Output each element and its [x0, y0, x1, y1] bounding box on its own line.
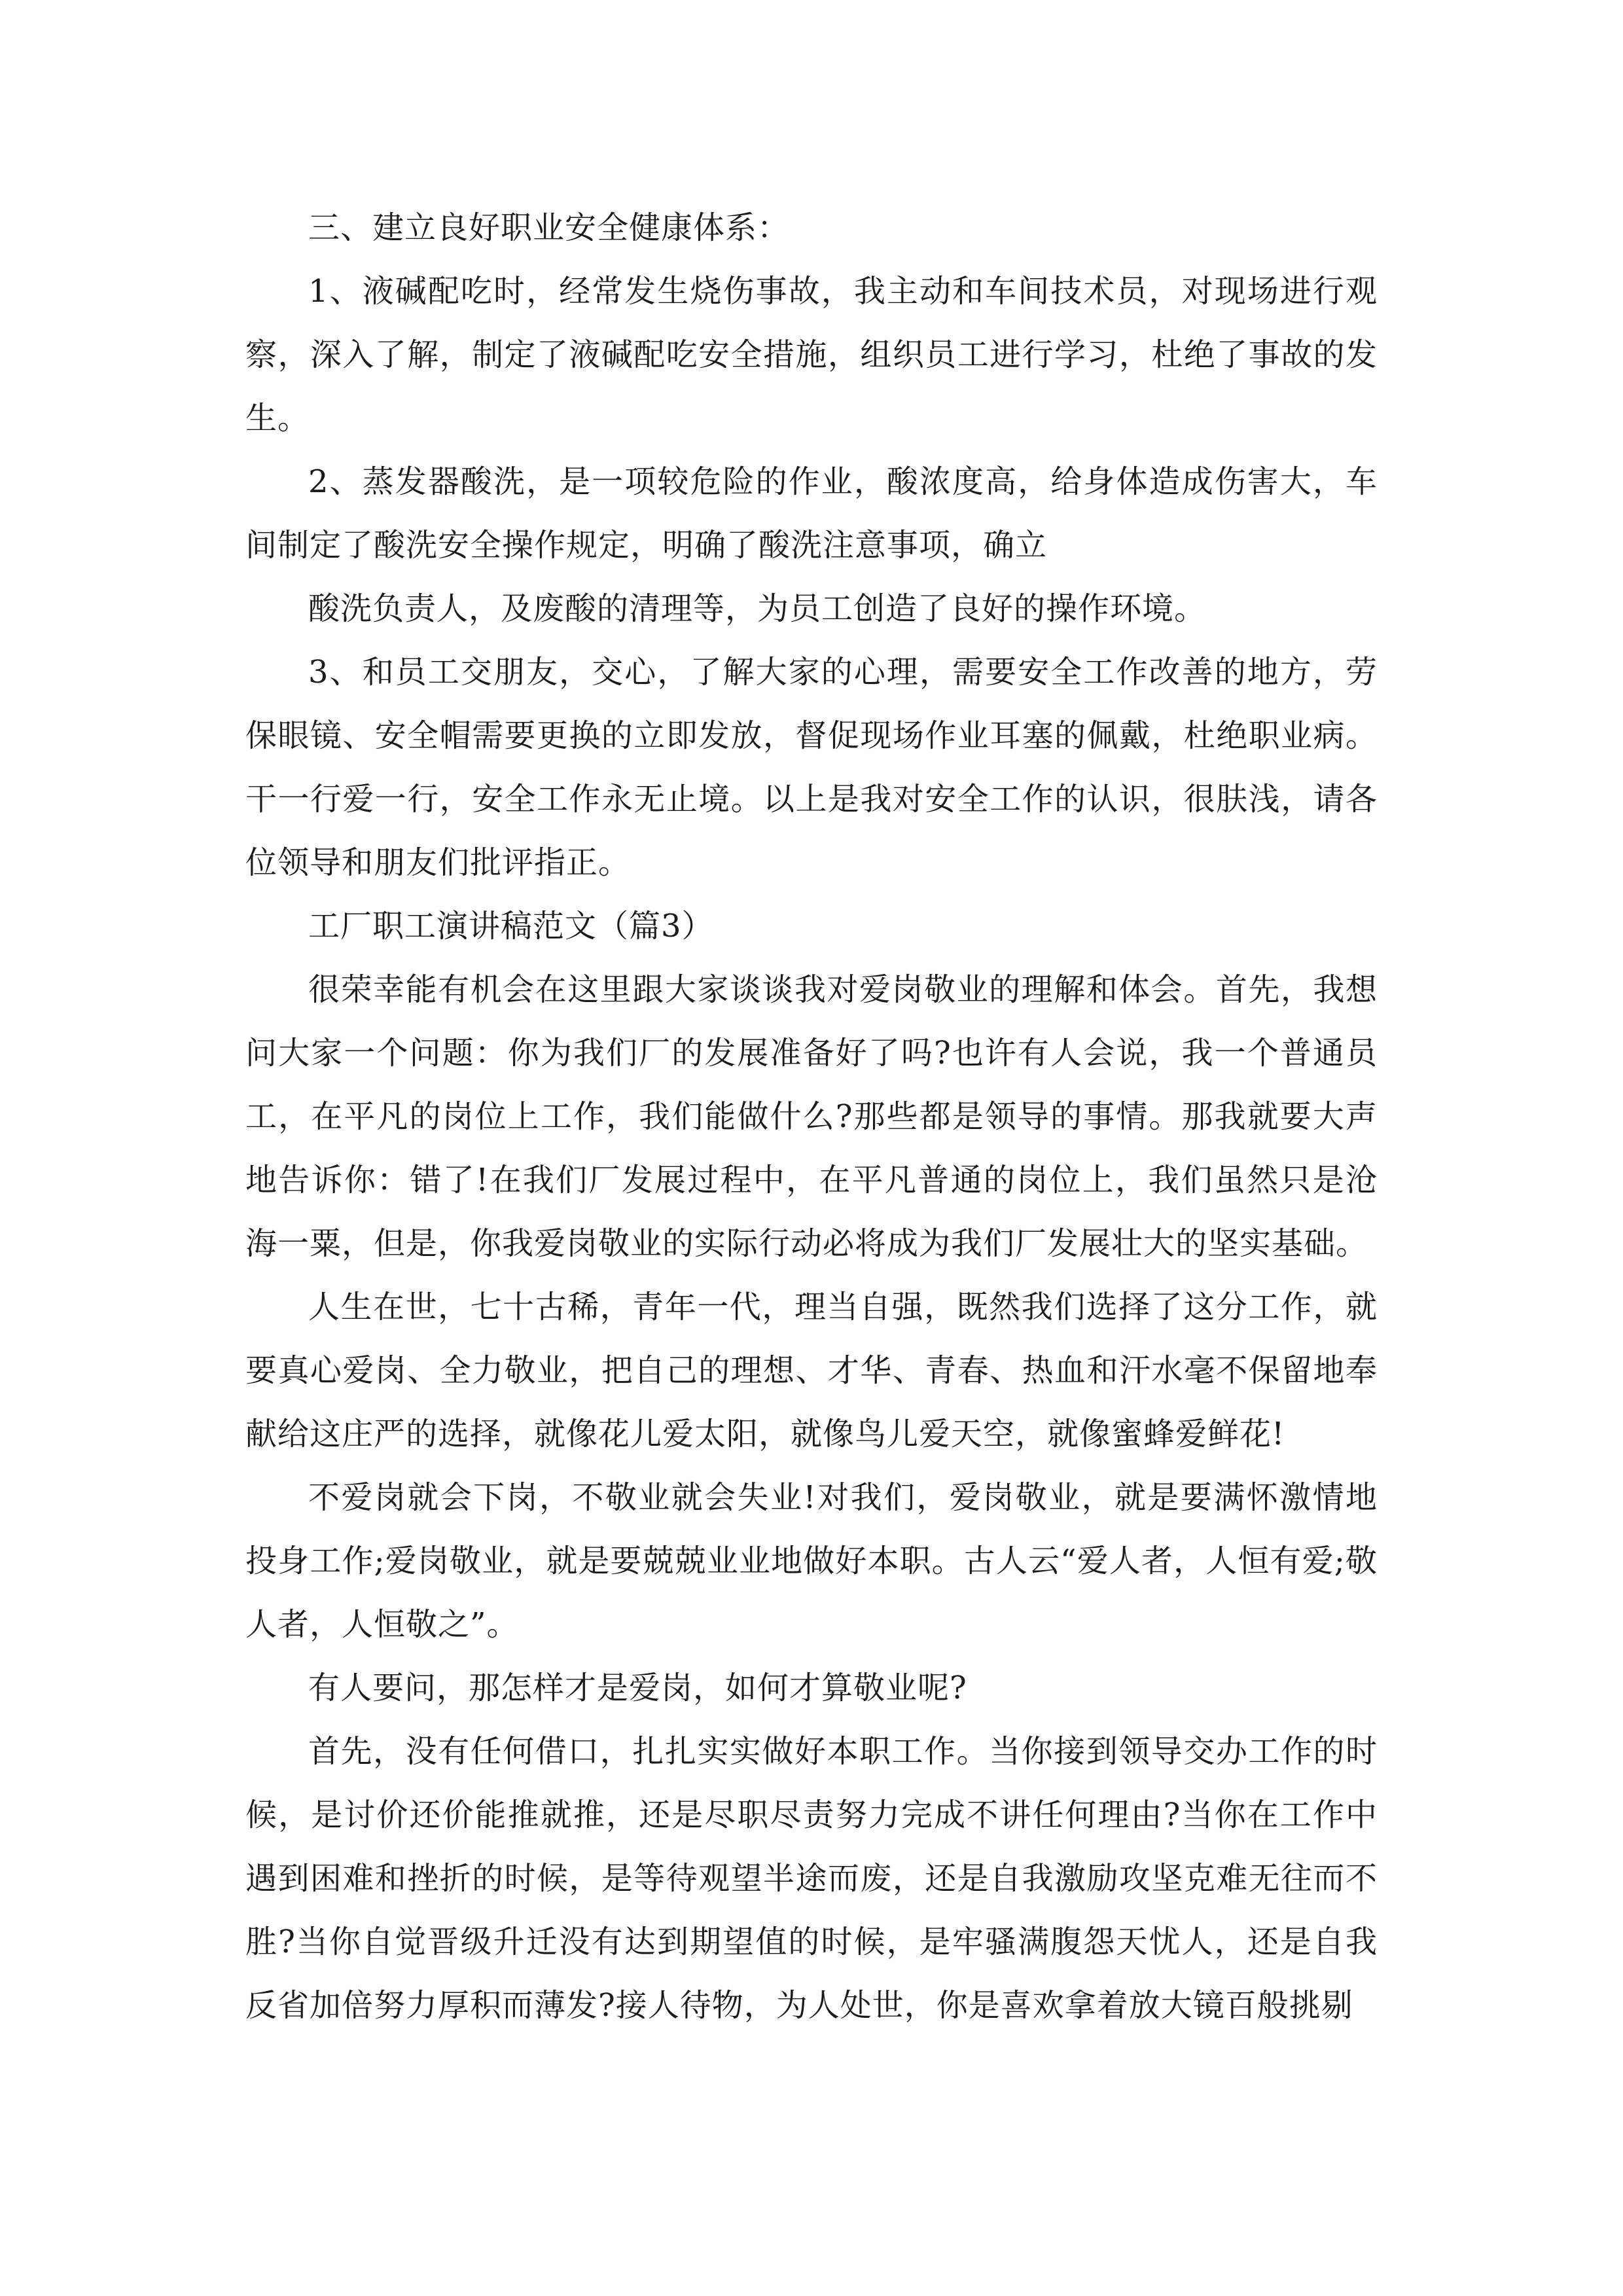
paragraph-item-2: 2、蒸发器酸洗，是一项较危险的作业，酸浓度高，给身体造成伤害大，车间制定了酸洗安全操作规定，明确了酸洗注意事项，确立: [245, 463, 1378, 564]
paragraph-item-2-continued: 酸洗负责人，及废酸的清理等，为员工创造了良好的操作环境。: [308, 590, 1207, 627]
section-heading-occupational-safety: 三、建立良好职业安全健康体系：: [308, 209, 790, 246]
paragraph-opening: 很荣幸能有机会在这里跟大家谈谈我对爱岗敬业的理解和体会。首先，我想问大家一个问题：你为我们厂的发展准备好了吗?也许有人会说，我一个普通员工，在平凡的岗位上工作，我们能做什么?那些都是领导的事情。那我就要大声地告诉你：错了!在我们厂发展过程中，在平凡普通的岗位上，我们虽然只是沧海一粟，但是，你我爱岗敬业的实际行动必将成为我们厂发展壮大的坚实基础。: [245, 971, 1378, 1262]
document-body: [245, 196, 1378, 2037]
paragraph-question: 有人要问，那怎样才是爱岗，如何才算敬业呢?: [308, 1670, 967, 1706]
paragraph-first-point: 首先，没有任何借口，扎扎实实做好本职工作。当你接到领导交办工作的时候，是讨价还价能推就推，还是尽职尽责努力完成不讲任何理由?当你在工作中遇到困难和挫折的时候，是等待观望半途而废，还是自我激励攻坚克难无往而不胜?当你自觉晋级升迁没有达到期望值的时候，是牢骚满腹怨天忧人，还是自我反省加倍努力厚积而薄发?接人待物，为人处世，你是喜欢拿着放大镜百般挑剔: [245, 1733, 1378, 2024]
article-title-part-3: 工厂职工演讲稿范文（篇3）: [308, 908, 714, 944]
paragraph-item-3: 3、和员工交朋友，交心，了解大家的心理，需要安全工作改善的地方，劳保眼镜、安全帽需要更换的立即发放，督促现场作业耳塞的佩戴，杜绝职业病。干一行爱一行，安全工作永无止境。以上是我对安全工作的认识，很肤浅，请各位领导和朋友们批评指正。: [245, 654, 1378, 881]
paragraph-item-1: 1、液碱配吃时，经常发生烧伤事故，我主动和车间技术员，对现场进行观察，深入了解，制定了液碱配吃安全措施，组织员工进行学习，杜绝了事故的发生。: [245, 273, 1378, 437]
paragraph-life: 人生在世，七十古稀，青年一代，理当自强，既然我们选择了这分工作，就要真心爱岗、全力敬业，把自己的理想、才华、青春、热血和汗水毫不保留地奉献给这庄严的选择，就像花儿爱太阳，就像鸟儿爱天空，就像蜜蜂爱鲜花!: [245, 1289, 1378, 1452]
paragraph-dedication: 不爱岗就会下岗，不敬业就会失业!对我们，爱岗敬业，就是要满怀激情地投身工作;爱岗敬业，就是要兢兢业业地做好本职。古人云“爱人者，人恒有爱;敬人者，人恒敬之”。: [245, 1479, 1378, 1643]
